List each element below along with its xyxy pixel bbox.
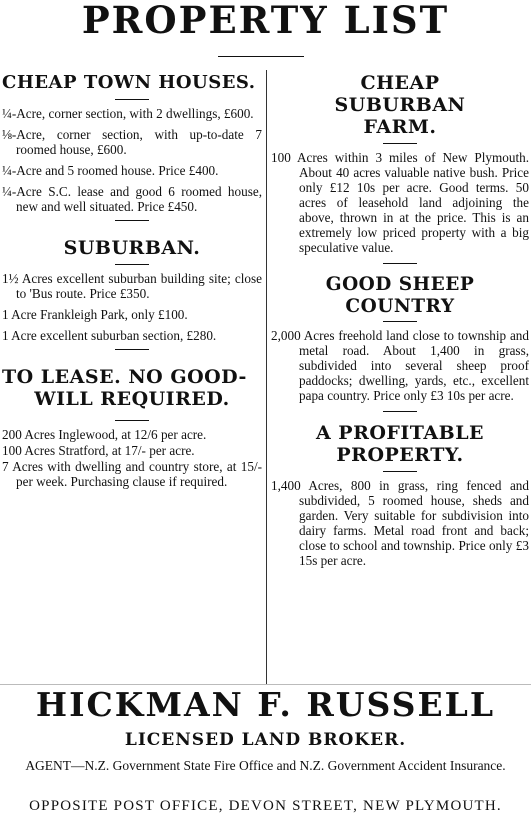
section-rule <box>383 411 417 412</box>
list-item: 7 Acres with dwelling and country store, at 15/- per week. Purchasing clause if required. <box>2 459 262 489</box>
section-rule <box>383 321 417 322</box>
lease-heading-line2: WILL REQUIRED. <box>34 388 230 410</box>
list-item: 1 Acre Frankleigh Park, only £100. <box>2 307 188 322</box>
firm-agent-line: AGENT—N.Z. Government State Fire Office and N.Z. Government Accident Insurance. <box>25 758 506 773</box>
list-item: 200 Acres Inglewood, at 12/6 per acre. <box>2 427 207 442</box>
profitable-text: 1,400 Acres, 800 in grass, ring fenced and subdivided, 5 roomed house, sheds and garden. Very suitable for subdivision into dairy farms. Metal road front and back; close to school and township. Price only £3 15s per acre. <box>271 478 529 568</box>
left-column <box>2 72 262 495</box>
list-item: ⅛-Acre, corner section, with up-to-date 7 roomed house, £600. <box>2 127 262 157</box>
section-rule <box>115 420 149 421</box>
section-rule <box>383 471 417 472</box>
farm-text: 100 Acres within 3 miles of New Plymouth. About 40 acres valuable native bush. Price only £12 10s per acre. Good terms. 50 acres of leasehold land adjoining the above, thrown in at the price. This is an extremely low priced property with a big speculative value. <box>271 150 529 255</box>
farm-heading: CHEAP SUBURBAN FARM. <box>334 72 466 138</box>
list-item: ¼-Acre and 5 roomed house. Price £400. <box>2 163 219 178</box>
sheep-heading: GOOD SHEEP COUNTRY <box>325 274 475 317</box>
section-rule <box>115 99 149 100</box>
section-rule <box>115 349 149 350</box>
profitable-heading: A PROFITABLE PROPERTY. <box>315 422 485 466</box>
list-item: 100 Acres Stratford, at 17/- per acre. <box>2 443 195 458</box>
town-houses-heading: CHEAP TOWN HOUSES. <box>2 72 256 93</box>
section-rule <box>383 143 417 144</box>
list-item: 1 Acre excellent suburban section, £280. <box>2 328 217 343</box>
firm-address: OPPOSITE POST OFFICE, DEVON STREET, NEW PLYMOUTH. <box>29 798 502 814</box>
title-rule <box>218 56 304 57</box>
right-column <box>271 72 529 568</box>
sheep-text: 2,000 Acres freehold land close to township and metal road. About 1,400 in grass, subdivided into several sheep proof paddocks; dwelling, yards, etc., excellent papa country. Price only £3 10s per acre. <box>271 328 529 403</box>
list-item: ¼-Acre, corner section, with 2 dwellings, £600. <box>2 106 254 121</box>
list-item: ¼-Acre S.C. lease and good 6 roomed house, new and well situated. Price £450. <box>2 184 262 214</box>
lease-heading-line1: TO LEASE. NO GOOD- <box>2 366 247 388</box>
firm-role: LICENSED LAND BROKER. <box>124 730 407 750</box>
page-title: PROPERTY LIST <box>81 0 450 42</box>
section-rule <box>115 264 149 265</box>
suburban-heading: SUBURBAN. <box>63 237 201 259</box>
column-divider <box>266 70 267 685</box>
firm-name: HICKMAN F. RUSSELL <box>35 685 496 724</box>
section-rule <box>383 263 417 264</box>
list-item: 1½ Acres excellent suburban building site; close to 'Bus route. Price £350. <box>2 271 262 301</box>
section-rule <box>115 220 149 221</box>
